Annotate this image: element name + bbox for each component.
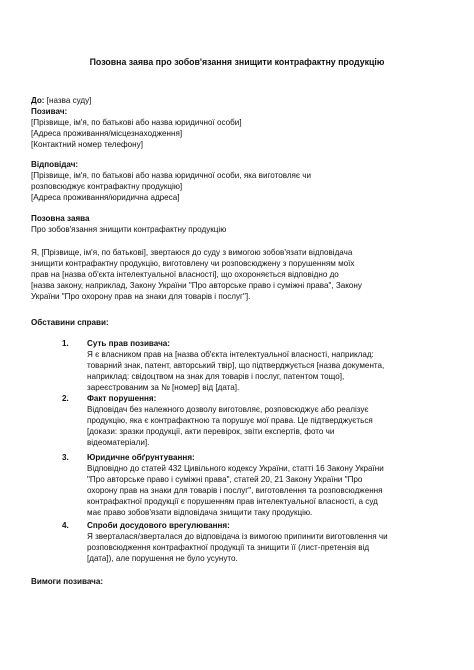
item-line: наприклад: свідоцтвом на знак для товарів і послуг, патентом тощо], [87,372,345,381]
intro-line: знищити контрафактну продукцію, виготовлену чи розповсюджену з порушенням моїх [31,259,355,268]
item-heading: Юридичне обґрунтування: [87,453,195,462]
list-item [62,452,444,518]
item-number: 4. [62,521,69,530]
defendant-line: [Адреса проживання/юридична адреса] [31,193,180,202]
item-heading: Суть прав позивача: [87,339,170,348]
list-item [62,338,444,393]
item-number: 1. [62,339,69,348]
plaintiff-line: [Адреса проживання/місцезнаходження] [31,129,183,138]
to-label: До: [31,96,45,105]
item-number: 2. [62,394,69,403]
intro-line: прав на [назва об'єкта інтелектуальної власності], що охороняється відповідно до [31,270,339,279]
plaintiff-line: [Прізвище, ім'я, по батькові або назва юридичної особи] [31,118,242,127]
list-item [62,520,444,564]
item-line: Я є власником прав на [назва об'єкта інтелектуальної власності, наприклад: [87,350,374,359]
defendant-section [31,159,443,203]
plaintiff-label: Позивач: [31,107,68,116]
item-line: Відповідно до статей 432 Цивільного кодексу України, статті 16 Закону України [87,464,384,473]
court-name: [назва суду] [44,96,92,105]
circumstances-label: Обставини справи: [31,318,109,327]
document-title: Позовна заява про зобов'язання знищити контрафактну продукцію [89,57,385,67]
list-item [62,393,444,448]
intro-line: Я, [Прізвище, ім'я, по батькові], звертаюся до суду з вимогою зобов'язати відповідача [31,248,353,257]
item-number: 3. [62,453,69,462]
item-line: відеоматеріали]. [87,438,150,447]
item-line: "Про авторське право і суміжні права", статей 20, 21 Закону України "Про [87,475,363,484]
court-line [31,95,443,106]
item-line: Відповідач без належного дозволу виготовляє, розповсюджує або реалізує [87,405,369,414]
item-line: товарний знак, патент, авторський твір], що підтверджується [назва документа, [87,361,385,370]
intro-line: України "Про охорону прав на знаки для товарів і послуг"]. [31,292,251,301]
claim-subtitle: Про зобов'язання знищити контрафактну продукцію [31,225,227,234]
item-line: продукцію, яка є контрафактною та порушує мої права. Це підтверджується [87,416,373,425]
item-line: [дата]), але порушення не було усунуто. [87,554,238,563]
defendant-line: розповсюджує контрафактну продукцію] [31,182,183,191]
defendant-label: Відповідач: [31,160,79,169]
demands-label: Вимоги позивача: [31,577,104,586]
item-line: Я зверталася/зверталася до відповідача із вимогою припинити виготовлення чи [87,532,388,541]
plaintiff-section [31,106,443,150]
claim-section [31,213,443,235]
item-line: охорону прав на знаки для товарів і послуг", виготовлення та розповсюдження [87,486,383,495]
item-heading: Факт порушення: [87,394,157,403]
item-line: контрафактної продукції є порушенням прав інтелектуальної власності, а суд [87,497,378,506]
defendant-line: [Прізвище, ім'я, по батькові або назва юридичної особи, яка виготовляє чи [31,171,312,180]
item-line: зареєстрованим за № [номер] від [дата]. [87,383,240,392]
item-line: має право зобов'язати відповідача знищити таку продукцію. [87,508,313,517]
claim-label: Позовна заява [31,214,90,223]
item-line: розповсюдження контрафактної продукції та знищити її (лист-претензія від [87,543,370,552]
item-heading: Спроби досудового врегулювання: [87,521,230,530]
intro-paragraph [31,247,443,302]
item-line: [докази: зразки продукції, акти перевірок, звіти експертів, фото чи [87,427,335,436]
plaintiff-line: [Контактний номер телефону] [31,140,143,149]
intro-line: [назва закону, наприклад, Закону України "Про авторське право і суміжні права", Закону [31,281,362,290]
